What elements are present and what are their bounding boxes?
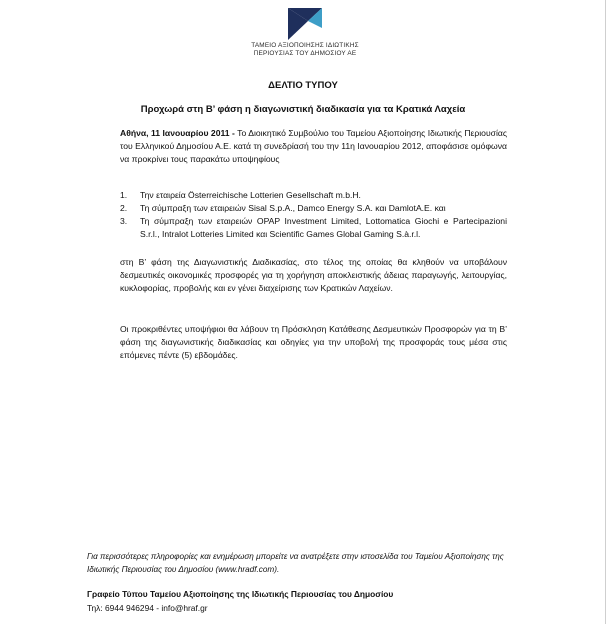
list-item-text: Τη σύμπραξη των εταιρειών Sisal S.p.A., Damco Energy S.A. και DamlotA.E. και <box>140 203 446 213</box>
list-item-text: Την εταιρεία Österreichische Lotterien Gesellschaft m.b.H. <box>140 190 361 200</box>
list-item <box>120 215 507 241</box>
press-office-name: Γραφείο Τύπου Ταμείου Αξιοποίησης της Ιδιωτικής Περιουσίας του Δημοσίου <box>87 589 394 599</box>
document-title: ΔΕΛΤΙΟ ΤΥΠΟΥ <box>268 80 338 91</box>
intro-text: Το Διοικητικό Συμβούλιο του Ταμείου Αξιοποίησης Ιδιωτικής Περιουσίας του Ελληνικού Δημοσίου Α.Ε. κατά τη συνεδρίασή του την 11η Ιανουαρίου 2012, αποφάσισε ομόφωνα να προκρίνει τους παρακάτω υποψηφίους <box>120 128 507 164</box>
logo-text-line1: ΤΑΜΕΙΟ ΑΞΙΟΠΟΙΗΣΗΣ ΙΔΙΩΤΙΚΗΣ <box>251 42 359 49</box>
footer-note: Για περισσότερες πληροφορίες και ενημέρωση μπορείτε να ανατρέξετε στην ιστοσελίδα του Ταμείου Αξιοποίησης της Ιδιωτικής Περιουσίας του Δημοσίου (www.hradf.com). <box>87 552 504 574</box>
list-item-number: 2. <box>120 203 128 213</box>
list-item-number: 1. <box>120 190 128 200</box>
document-subtitle: Προχωρά στη Β’ φάση η διαγωνιστική διαδικασία για τα Κρατικά Λαχεία <box>140 104 466 115</box>
logo-text-line2: ΠΕΡΙΟΥΣΙΑΣ ΤΟΥ ΔΗΜΟΣΙΟΥ ΑΕ <box>253 49 357 57</box>
invitation-paragraph: Οι προκριθέντες υποψήφιοι θα λάβουν τη Πρόσκληση Κατάθεσης Δεσμευτικών Προσφορών για τη Β’ φάση της διαγωνιστικής διαδικασίας και οδηγίες για την υποβολή της προσφοράς τους μέσα στις επόμενες πέντε (5) εβδομάδες. <box>120 324 507 360</box>
intro-paragraph <box>120 127 507 166</box>
triangle-arrow-logo-icon <box>286 6 324 42</box>
list-item <box>120 189 507 202</box>
press-office-contact: Τηλ: 6944 946294 - info@hraf.gr <box>87 603 208 613</box>
organization-logo <box>250 6 360 57</box>
list-item-text: Τη σύμπραξη των εταιρειών OPAP Investment Limited, Lottomatica Giochi e Partecipazioni S.r.l., Intralot Lotteries Limited και Scientific Games Global Gaming S.à.r.l. <box>140 216 507 239</box>
list-item-number: 3. <box>120 216 128 226</box>
intro-lead: Αθήνα, 11 Ιανουαρίου 2011 - <box>120 128 235 138</box>
list-item <box>120 202 507 215</box>
candidates-list <box>120 189 507 241</box>
phase-paragraph: στη Β’ φάση της Διαγωνιστικής Διαδικασίας, στο τέλος της οποίας θα κληθούν να υποβάλουν δεσμευτικές οικονομικές προσφορές για τη χορήγηση αποκλειστικής άδειας παραγωγής, λειτουργίας, κυκλοφορίας, προβολής και εν γένει διαχείρισης των Κρατικών Λαχείων. <box>120 257 507 293</box>
